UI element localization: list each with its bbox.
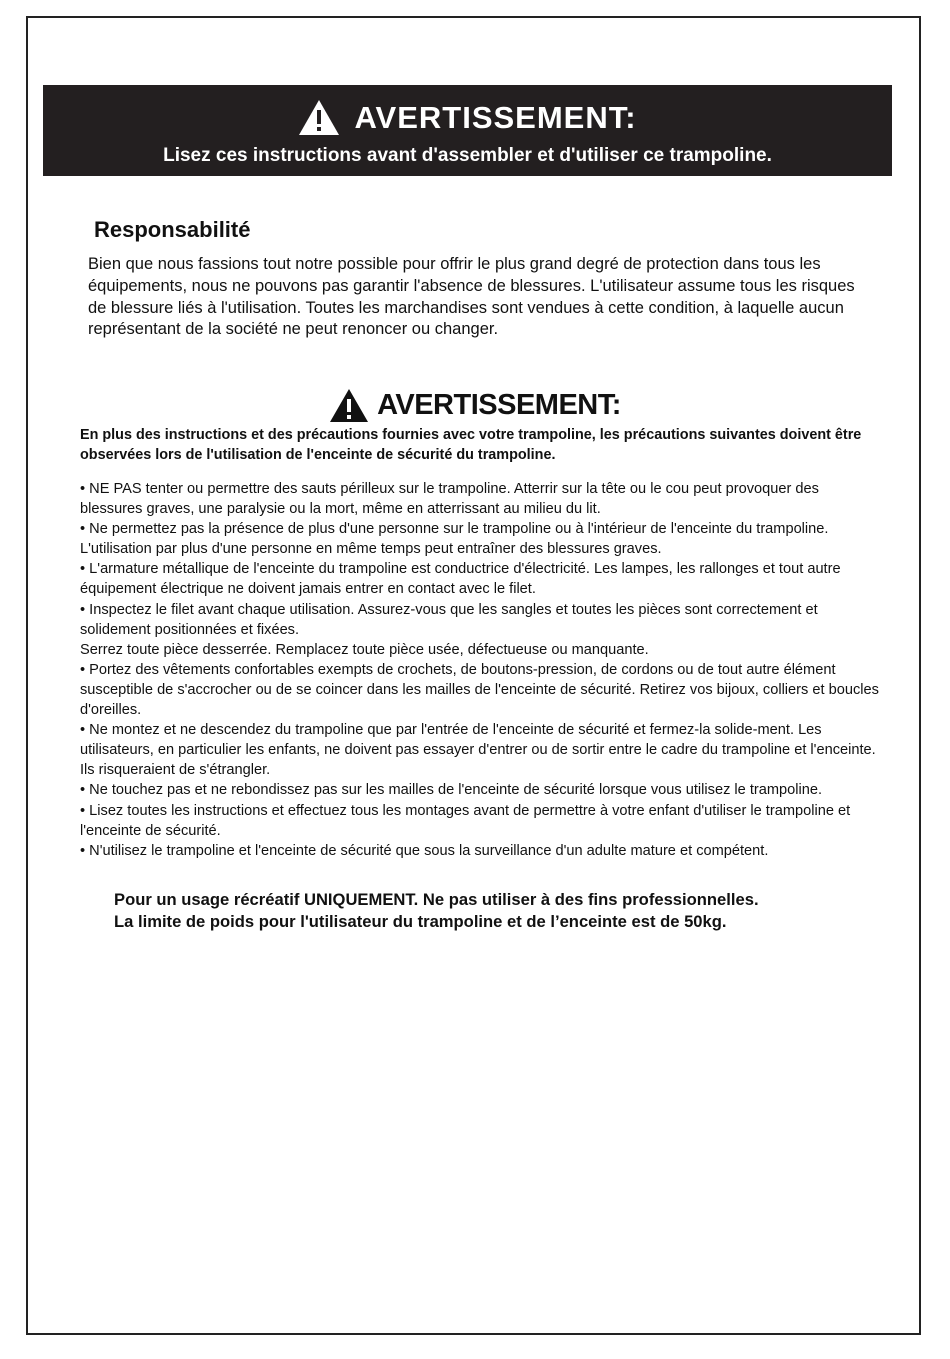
closing-notice <box>114 889 894 933</box>
responsibility-text: Bien que nous fassions tout notre possible pour offrir le plus grand degré de protection dans tous les équipements, nous ne pouvons pas garantir l'absence de blessures. L'utilisateur assume tous les risques de blessure liés à l'utilisation. Toutes les marchandises sont vendues à cette condition, à laquelle aucun représentant de la société ne peut renoncer ou changer. <box>88 255 855 339</box>
list-item: • N'utilisez le trampoline et l'enceinte de sécurité que sous la surveillance d'un adulte mature et compétent. <box>80 842 769 859</box>
usage-notice: Pour un usage récréatif UNIQUEMENT. Ne pas utiliser à des fins professionnelles. <box>114 890 759 909</box>
warning-triangle-icon <box>298 99 340 136</box>
warning-banner <box>43 85 892 176</box>
warning-title: AVERTISSEMENT: <box>377 389 621 421</box>
responsibility-heading: Responsabilité <box>94 217 251 242</box>
list-item: • Ne permettez pas la présence de plus d'une personne sur le trampoline ou à l'intérieur de l'enceinte du trampoline. L'utilisation par plus d'une personne en même temps peut entraîner des blessures graves. <box>80 521 829 558</box>
list-item: • Ne montez et ne descendez du trampoline que par l'entrée de l'enceinte de sécurité et fermez-la solide-ment. Les utilisateurs, en particulier les enfants, ne doivent pas essayer d'entrer ou de sortir entre le cadre du trampoline et l'enceinte. Ils risqueraient de s'étrangler. <box>80 722 876 779</box>
list-item: • Portez des vêtements confortables exempts de crochets, de boutons-pression, de cordons ou de tout autre élément susceptible de s'accrocher ou de se coincer dans les mailles de l'enceinte de sécurité. Retirez vos bijoux, colliers et boucles d'oreilles. <box>80 661 879 719</box>
banner-subtitle: Lisez ces instructions avant d'assembler et d'utiliser ce trampoline. <box>163 145 772 166</box>
warning-triangle-icon <box>329 388 369 423</box>
weight-limit-notice: La limite de poids pour l'utilisateur du trampoline et de l’enceinte est de 50kg. <box>114 912 727 931</box>
list-item: • Lisez toutes les instructions et effectuez tous les montages avant de permettre à votre enfant d'utiliser le trampoline et l'enceinte de sécurité. <box>80 802 851 839</box>
banner-title-row <box>43 97 892 137</box>
list-item: • NE PAS tenter ou permettre des sauts périlleux sur le trampoline. Atterrir sur la tête ou le cou peut provoquer des blessures graves, une paralysie ou la mort, même en atterrissant au milieu du lit. <box>80 481 819 518</box>
list-item: • Ne touchez pas et ne rebondissez pas sur les mailles de l'enceinte de sécurité lorsque vous utilisez le trampoline. <box>80 782 823 799</box>
list-item: • L'armature métallique de l'enceinte du trampoline est conductrice d'électricité. Les lampes, les rallonges et tout autre équipement électrique ne doivent jamais entrer en contact avec le filet. <box>80 561 841 598</box>
list-item: Serrez toute pièce desserrée. Remplacez toute pièce usée, défectueuse ou manquante. <box>80 641 649 658</box>
warning-heading-row <box>0 388 950 423</box>
list-item: • Inspectez le filet avant chaque utilisation. Assurez-vous que les sangles et toutes les pièces sont correctement et solidement positionnées et fixées. <box>80 601 818 638</box>
banner-title: AVERTISSEMENT: <box>354 99 637 135</box>
precautions-list <box>80 479 880 861</box>
warning-intro: En plus des instructions et des précautions fournies avec votre trampoline, les précautions suivantes doivent être observées lors de l'utilisation de l'enceinte de sécurité du trampoline. <box>80 427 862 463</box>
